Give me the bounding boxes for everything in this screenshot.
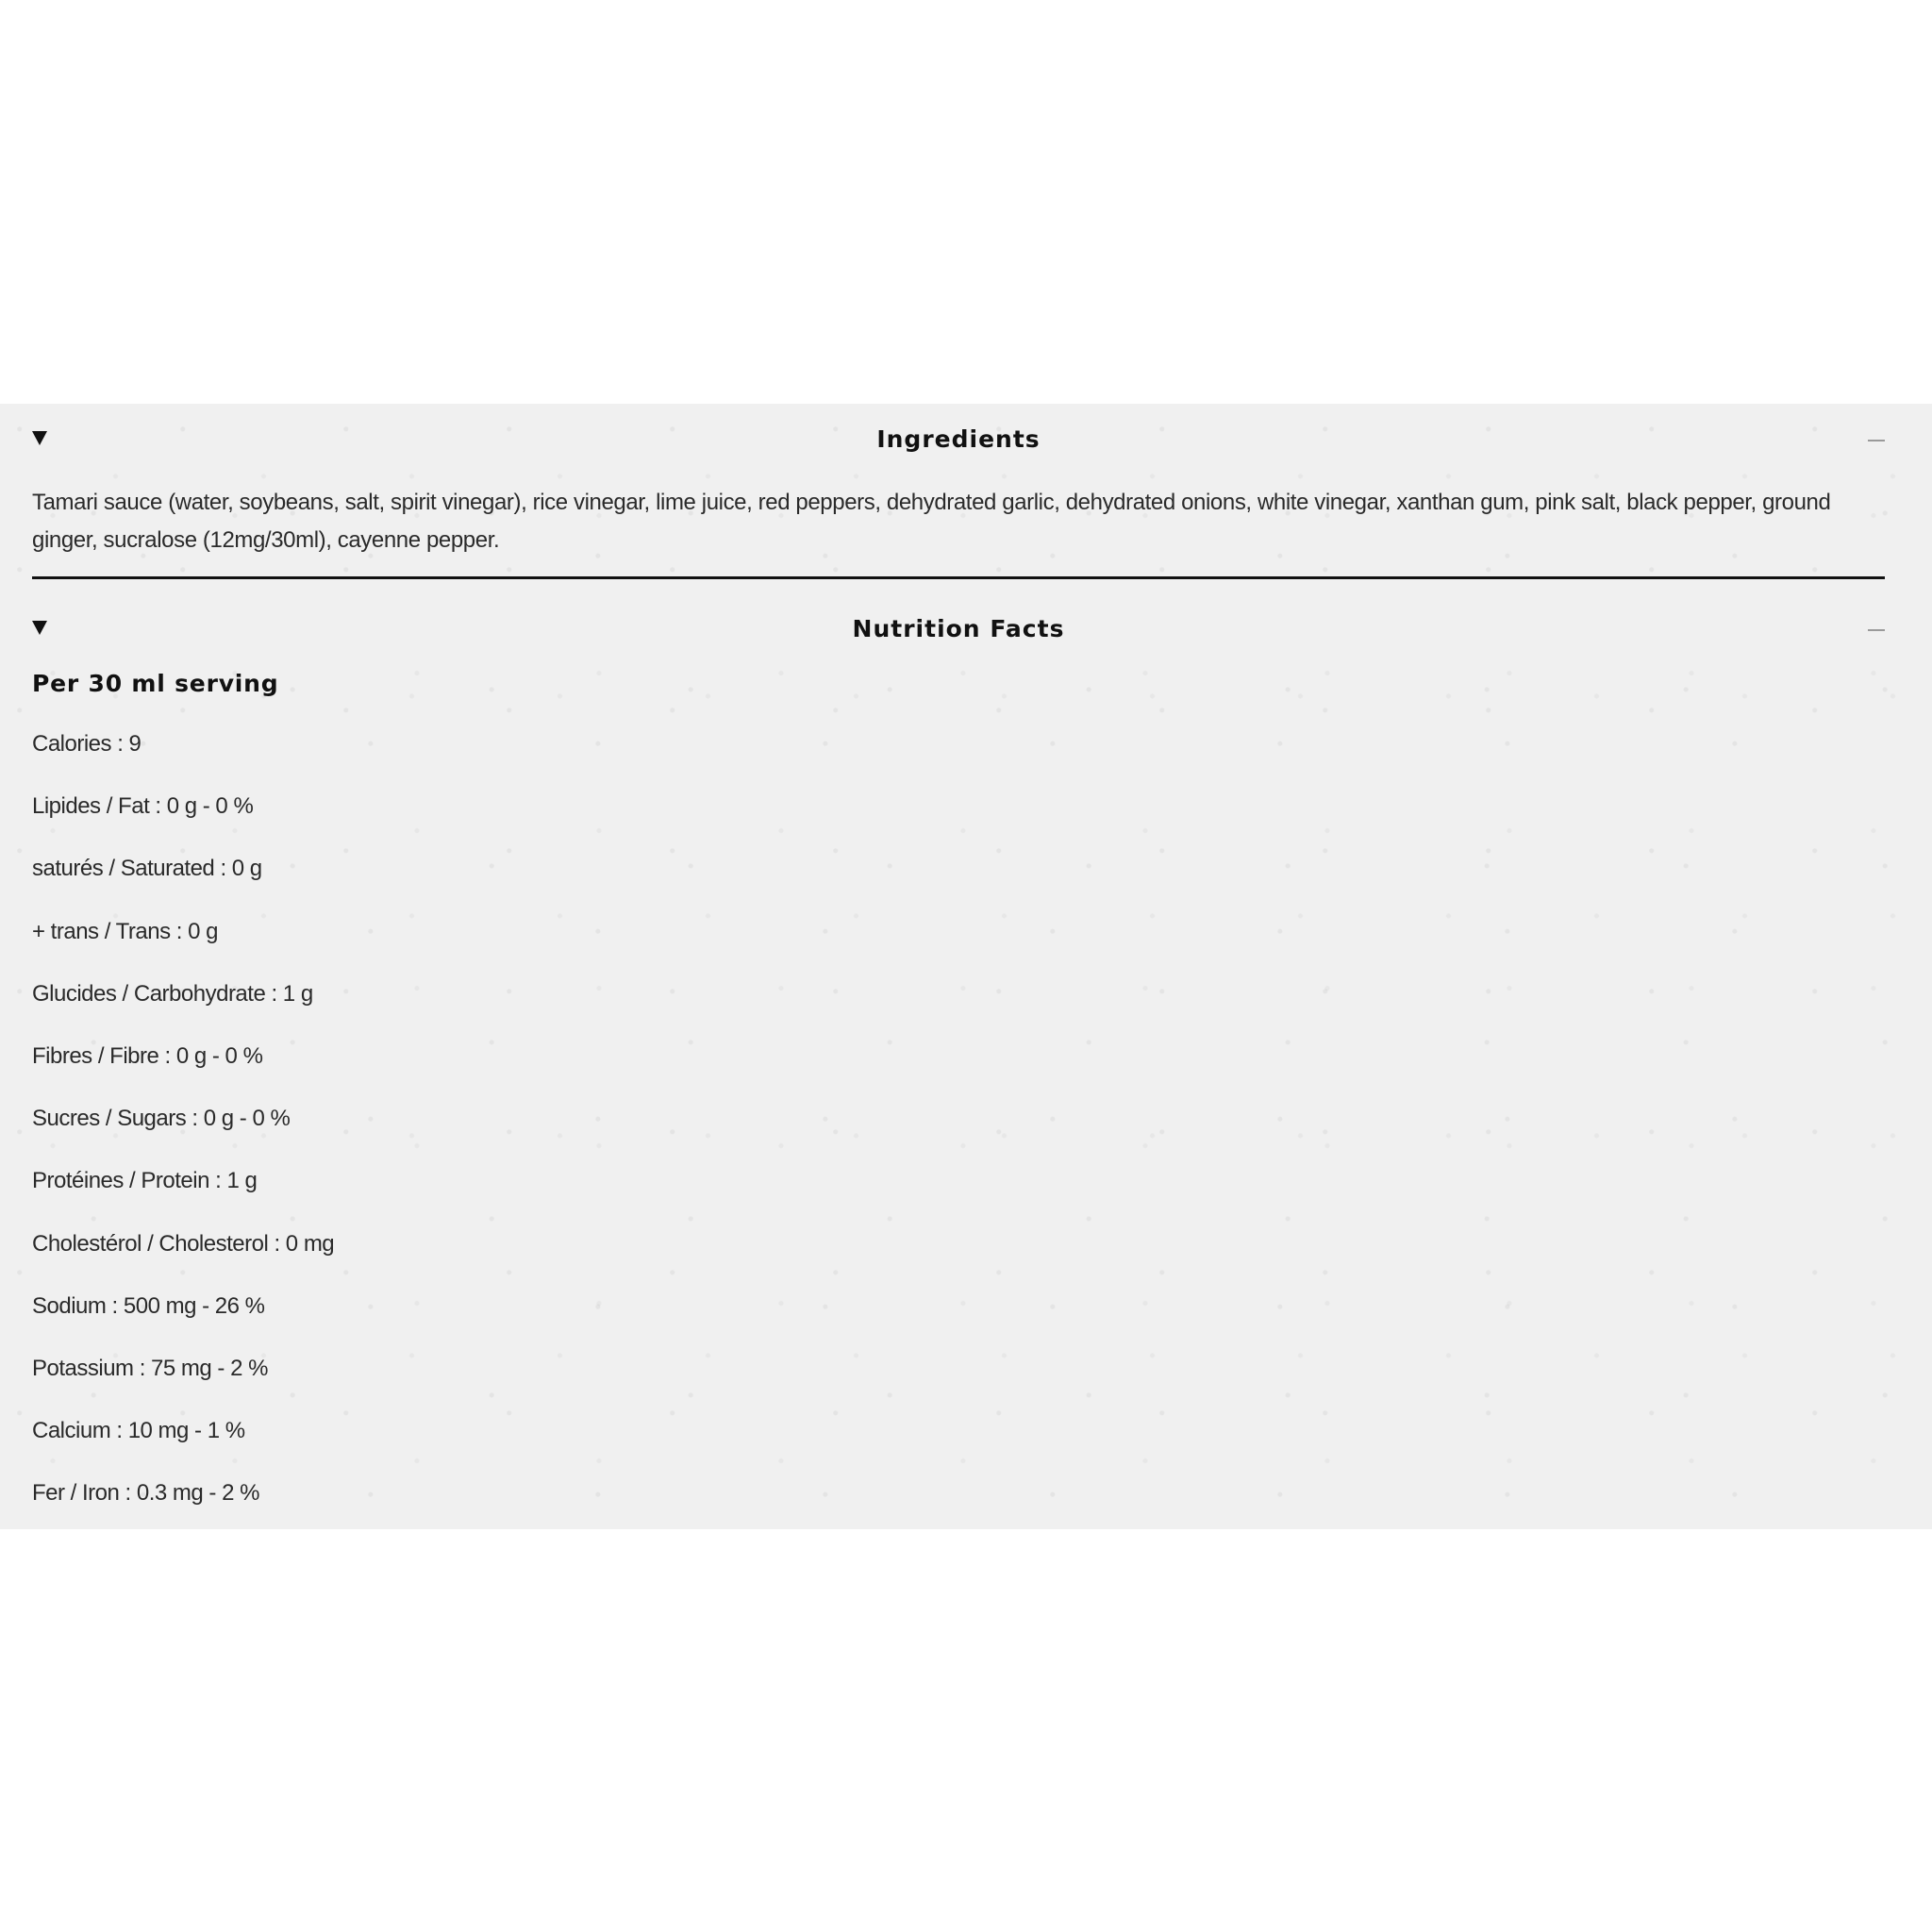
nutrition-fact-potassium: Potassium : 75 mg - 2 % bbox=[32, 1355, 268, 1381]
minus-icon[interactable] bbox=[1868, 629, 1885, 631]
nutrition-fact-fibre: Fibres / Fibre : 0 g - 0 % bbox=[32, 1042, 263, 1069]
nutrition-fact-calcium: Calcium : 10 mg - 1 % bbox=[32, 1418, 245, 1444]
nutrition-fact-sugars: Sucres / Sugars : 0 g - 0 % bbox=[32, 1106, 291, 1132]
nutrition-fact-iron: Fer / Iron : 0.3 mg - 2 % bbox=[32, 1480, 259, 1507]
nutrition-accordion-header[interactable] bbox=[32, 611, 1885, 649]
nutrition-fact-calories: Calories : 9 bbox=[32, 731, 142, 757]
ingredients-title: Ingredients bbox=[876, 425, 1041, 453]
nutrition-facts-list bbox=[32, 730, 334, 1541]
nutrition-fact-fat: Lipides / Fat : 0 g - 0 % bbox=[32, 793, 254, 820]
ingredients-text: Tamari sauce (water, soybeans, salt, spirit vinegar), rice vinegar, lime juice, red peppers, dehydrated garlic, dehydrated onions, white vinegar, xanthan gum, pink salt, black pepper, ground ginger, sucralose (12mg/30ml), cayenne pepper. bbox=[32, 490, 1831, 553]
ingredients-accordion-header[interactable] bbox=[32, 422, 1885, 459]
nutrition-fact-protein: Protéines / Protein : 1 g bbox=[32, 1168, 258, 1194]
nutrition-title: Nutrition Facts bbox=[852, 615, 1065, 642]
product-details-panel bbox=[0, 404, 1932, 1529]
section-divider bbox=[32, 576, 1885, 579]
nutrition-fact-cholesterol: Cholestérol / Cholesterol : 0 mg bbox=[32, 1230, 335, 1257]
nutrition-fact-sodium: Sodium : 500 mg - 26 % bbox=[32, 1292, 265, 1319]
serving-size-heading: Per 30 ml serving bbox=[32, 670, 279, 697]
minus-icon[interactable] bbox=[1868, 440, 1885, 441]
nutrition-fact-trans: + trans / Trans : 0 g bbox=[32, 918, 218, 944]
nutrition-fact-carbohydrate: Glucides / Carbohydrate : 1 g bbox=[32, 980, 313, 1007]
nutrition-fact-saturated: saturés / Saturated : 0 g bbox=[32, 856, 262, 882]
